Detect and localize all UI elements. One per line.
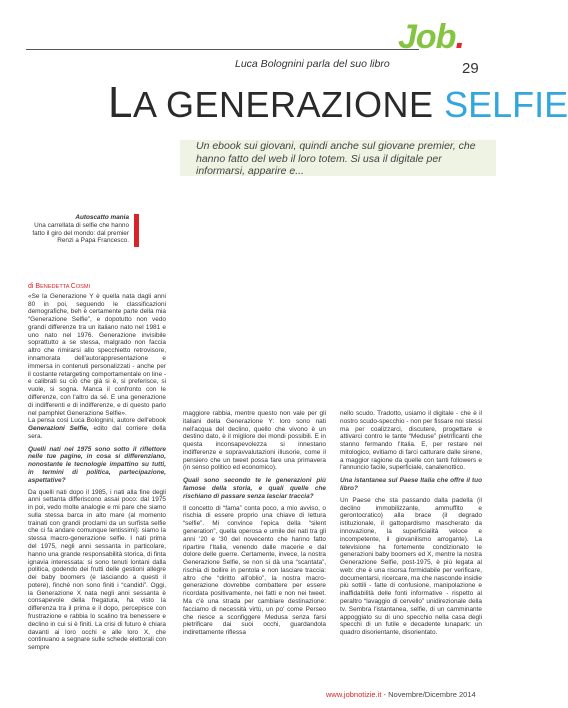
page-number: 29 <box>462 60 479 77</box>
byline-initial-2: C <box>70 283 76 290</box>
lead-paragraph: Un ebook sui giovani, quindi anche sul giovane premier, che hanno fatto del web il loro totem. Si usa il digitale per informarsi, apparire e... <box>196 140 476 177</box>
title-rest: A GENERAZIONE <box>132 84 445 125</box>
paragraph-text: edito dal corriere della sera. <box>28 425 166 440</box>
interview-question: Quali sono secondo te le generazioni più famose della storia, e quali quelle che rischiano di passare senza lasciar traccia? <box>183 477 326 500</box>
byline-rest-2: OSMI <box>75 284 91 290</box>
photo-caption <box>26 214 129 245</box>
kicker: Luca Bolognini parla del suo libro <box>235 58 390 70</box>
byline-prefix: di <box>28 283 36 290</box>
title-highlight: SELFIE <box>444 84 568 125</box>
caption-title: Autoscatto mania <box>75 214 129 221</box>
interview-question: Una istantanea sul Paese Italia che offre il tuo libro? <box>340 477 482 493</box>
article-paragraph: maggiore rabbia, mentre questo non vale per gli italiani della Generazione Y: loro sono nati nell'acqua del declino, quello che vivono è un destino dato, è il migliore dei mondi possibili. E in questa inconsapevolezza si innestano indifferenze e sopravvalutazioni illusorie, come il pensiero che un tweet possa fare una primavera (in senso politico ed economico). <box>183 410 326 472</box>
footer-date: - Novembre/Dicembre 2014 <box>381 690 476 699</box>
caption-accent-bar <box>134 214 139 247</box>
article-paragraph: Da quelli nati dopo il 1985, i nati alla fine degli anni settanta differiscono assai poco: dal 1975 in poi, vedo molte analogie e mi pare che siamo sulla stessa barca in alto mare (al momento trainati con grandi proclami da un surfista selfie che ci fa andare comunque lentissimi): siamo la stessa macro-generazione selfie. I nati prima del 1975, negli anni sessanta in particolare, hanno una grande responsabilità storica, di finta ignavia interessata: si sono tenuti lontani dalla politica, godendo dei frutti delle gestioni allegre dei baby boomers (e lasciando a questi il potere), finché non sono finiti i “candidi”. Oggi, la Generazione X nata negli anni sessanta è consapevole della fregatura, ha visto la differenza tra il prima e il dopo, percepisce con frustrazione e rabbia lo scalino tra benessere e declino in cui si è finiti. La crisi di futuro è chiara davanti ai loro occhi e alle loro X, che continuano a segnare sulle schede elettorali con sempre <box>28 488 166 652</box>
article-paragraph: Un Paese che sta passando dalla padella (il declino immobilizzante, ammuffito e gerontocratico) alla brace (il degrado istituzionale, il gattopardismo mascherato da innovazione, la superficialità veloce e incompetente, il giovanilismo arrogante). La televisione ha fortemente condizionato le generazioni baby boomers ed X, mentre la nostra Generazione Selfie, post-1975, è più legata al web: che è una risorsa formidabile per verificare, documentarsi, ricercare, ma che nasconde insidie più sottili - fatte di confusione, manipolazione e inaffidabilità delle fonti informative - rispetto al peraltro “lavaggio di cervello” unidirezionale della tv. Sembra l'istantanea, selfie, di un camminante appoggiato su di uno specchio nella casa degli specchi di un futile e decadente lunapark: un quadro disorientante, disorientato. <box>340 496 482 637</box>
logo-text: Job <box>398 18 456 56</box>
page-title <box>108 78 568 127</box>
title-first-letter: L <box>108 78 133 127</box>
header-rule <box>26 49 419 50</box>
magazine-logo <box>398 20 464 54</box>
byline <box>28 283 166 292</box>
article-paragraph <box>28 417 166 440</box>
byline-rest-1: ENEDETTA <box>40 284 71 290</box>
book-title: Generazioni Selfie, <box>28 425 89 433</box>
logo-dot: . <box>455 18 464 56</box>
interview-question: Quelli nati nel 1975 sono sotto il riflettore nelle tue pagine, in cosa si differenziano, nonostante le tecnologie impattino su tutti, in termini di politica, partecipazione, aspettative? <box>28 445 166 484</box>
caption-text: Una carrellata di selfie che hanno fatto il giro del mondo: dal premier Renzi a Papa Francesco. <box>32 221 129 245</box>
footer-url[interactable]: www.jobnotizie.it <box>326 690 382 699</box>
byline-initial-1: B <box>35 283 41 290</box>
page-footer <box>326 690 476 699</box>
article-paragraph: «Se la Generazione Y è quella nata dagli anni 80 in poi, seguendo le classificazioni demografiche, beh è certamente parte della mia “Generazione Selfie”, e dopotutto non vedo grandi differenze tra un italiano nato nel 1981 e uno nato nel 1976. Generazione invisibile soprattutto a se stessa, malgrado non faccia altro che rimirarsi allo specchietto retrovisore, innamorata dell'autorappresentazione e immersa in contenuti personalizzati - anche per il costante retargeting comportamentale on line - e calibrati su ciò che già si è, si preferisce, si vuole, si sogna. Manca il confronto con le differenze, con l'altro da sé. E una generazione di indifferenti e di indifferenze, e di questo parlo nel pamphlet Generazione Selfie». <box>28 292 166 417</box>
article-column-1 <box>28 283 166 652</box>
article-column-3 <box>340 410 482 637</box>
article-column-2 <box>183 410 326 637</box>
article-paragraph: Il concetto di “fama” conta poco, a mio avviso, o rischia di essere proprio una chiave di lettura “selfie”. Mi convince l'epica della “silent generation”, quella operosa e umile dei nati tra gli anni '20 e '30 del novecento che hanno fatto ripartire l'Italia, venendo dalle macerie e dal dolore delle guerre. Certamente, invece, la nostra Generazione Selfie, se non si dà una “scantata”, rischia di bollire in pentola e non lasciare traccia: altro che “diritto all'oblio”, la nostra macro-generazione dovrebbe combattere per essere ricordata positivamente, nei fatti e non nei tweet. Ma c'è una strada per cambiare destinazione: facciamo di necessità virtù, un po' come Perseo che riesce a sconfiggere Medusa senza farsi pietrificare dai suoi occhi, guardandola indirettamente riflessa <box>183 504 326 637</box>
paragraph-text: La pensa così Luca Bolognini, autore dell'ebook <box>28 417 166 425</box>
article-paragraph: nello scudo. Tradotto, usiamo il digitale - che è il nostro scudo-specchio - non per fissare noi stessi ma per coalizzarci, discutere, progettare e attivarci contro le tante “Meduse” pietrificanti che stanno fermando l'Italia. E, per restare nel mitologico, evitiamo di farci catturare dalle sirene, a maggior ragione da quelle con tanti followers e l'annuncio facile, superficiale, canalenottico. <box>340 410 482 472</box>
